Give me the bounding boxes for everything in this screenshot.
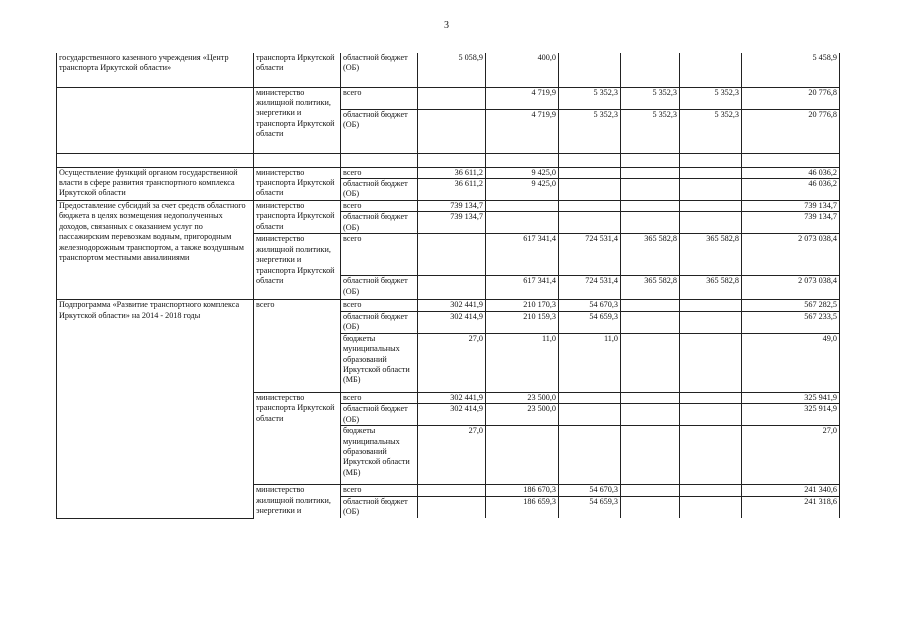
value-cell bbox=[621, 53, 680, 87]
value-cell bbox=[559, 404, 621, 426]
funding-source-cell: всего bbox=[341, 392, 418, 403]
value-cell: 36 611,2 bbox=[418, 178, 486, 200]
total-cell: 2 073 038,4 bbox=[742, 276, 840, 300]
value-cell bbox=[559, 167, 621, 178]
table-row bbox=[57, 300, 840, 311]
value-cell bbox=[680, 485, 742, 496]
value-cell: 617 341,4 bbox=[486, 234, 559, 276]
value-cell bbox=[621, 485, 680, 496]
value-cell bbox=[680, 404, 742, 426]
value-cell: 186 670,3 bbox=[486, 485, 559, 496]
value-cell: 739 134,7 bbox=[418, 200, 486, 211]
executor-cell: транспорта Иркутской области bbox=[254, 53, 341, 87]
value-cell bbox=[418, 87, 486, 109]
value-cell: 9 425,0 bbox=[486, 167, 559, 178]
value-cell: 27,0 bbox=[418, 333, 486, 392]
value-cell bbox=[621, 333, 680, 392]
total-cell: 241 340,6 bbox=[742, 485, 840, 496]
executor-cell: министерство транспорта Иркутской области bbox=[254, 392, 341, 484]
value-cell: 365 582,8 bbox=[621, 234, 680, 276]
value-cell bbox=[418, 496, 486, 518]
value-cell bbox=[486, 426, 559, 485]
funding-source-cell: всего bbox=[341, 300, 418, 311]
value-cell: 210 170,3 bbox=[486, 300, 559, 311]
total-cell: 241 318,6 bbox=[742, 496, 840, 518]
value-cell bbox=[621, 212, 680, 234]
funding-source-cell: областной бюджет (ОБ) bbox=[341, 496, 418, 518]
value-cell bbox=[559, 200, 621, 211]
funding-source-cell: всего bbox=[341, 485, 418, 496]
value-cell: 11,0 bbox=[559, 333, 621, 392]
funding-source-cell: областной бюджет (ОБ) bbox=[341, 53, 418, 87]
total-cell: 5 458,9 bbox=[742, 53, 840, 87]
table-row bbox=[57, 87, 840, 109]
total-cell: 567 282,5 bbox=[742, 300, 840, 311]
value-cell: 5 352,3 bbox=[559, 109, 621, 153]
value-cell bbox=[680, 178, 742, 200]
value-cell: 5 352,3 bbox=[621, 87, 680, 109]
value-cell bbox=[621, 178, 680, 200]
value-cell: 365 582,8 bbox=[680, 234, 742, 276]
value-cell bbox=[680, 426, 742, 485]
value-cell bbox=[621, 300, 680, 311]
value-cell: 5 058,9 bbox=[418, 53, 486, 87]
total-cell: 20 776,8 bbox=[742, 87, 840, 109]
value-cell: 54 670,3 bbox=[559, 300, 621, 311]
value-cell bbox=[559, 178, 621, 200]
funding-source-cell: всего bbox=[341, 200, 418, 211]
total-cell: 567 233,5 bbox=[742, 311, 840, 333]
value-cell: 5 352,3 bbox=[559, 87, 621, 109]
value-cell: 365 582,8 bbox=[621, 276, 680, 300]
value-cell bbox=[418, 276, 486, 300]
funding-source-cell: областной бюджет (ОБ) bbox=[341, 178, 418, 200]
funding-source-cell: областной бюджет (ОБ) bbox=[341, 109, 418, 153]
value-cell: 5 352,3 bbox=[680, 87, 742, 109]
total-cell: 46 036,2 bbox=[742, 167, 840, 178]
budget-table bbox=[56, 53, 840, 519]
value-cell: 5 352,3 bbox=[680, 109, 742, 153]
value-cell bbox=[680, 333, 742, 392]
activity-name-cell: государственного казенного учреждения «Центр транспорта Иркутской области» bbox=[57, 53, 254, 87]
value-cell: 4 719,9 bbox=[486, 87, 559, 109]
value-cell: 302 414,9 bbox=[418, 311, 486, 333]
value-cell bbox=[559, 392, 621, 403]
value-cell: 9 425,0 bbox=[486, 178, 559, 200]
value-cell bbox=[486, 212, 559, 234]
value-cell bbox=[621, 496, 680, 518]
executor-cell: министерство жилищной политики, энергетики и bbox=[254, 485, 341, 518]
activity-name-cell: Осуществление функций органом государственной власти в сфере развития транспортного комплекса Иркутской области bbox=[57, 167, 254, 200]
value-cell: 5 352,3 bbox=[621, 109, 680, 153]
page-number: 3 bbox=[444, 20, 449, 31]
value-cell bbox=[621, 392, 680, 403]
value-cell bbox=[680, 300, 742, 311]
value-cell bbox=[621, 426, 680, 485]
value-cell bbox=[418, 109, 486, 153]
value-cell bbox=[621, 200, 680, 211]
value-cell: 365 582,8 bbox=[680, 276, 742, 300]
value-cell bbox=[559, 212, 621, 234]
value-cell bbox=[680, 311, 742, 333]
value-cell: 617 341,4 bbox=[486, 276, 559, 300]
value-cell: 302 414,9 bbox=[418, 404, 486, 426]
value-cell: 23 500,0 bbox=[486, 404, 559, 426]
spacer-row bbox=[57, 153, 840, 167]
total-cell: 27,0 bbox=[742, 426, 840, 485]
activity-name-cell bbox=[57, 87, 254, 153]
executor-cell: министерство транспорта Иркутской области bbox=[254, 200, 341, 233]
value-cell: 739 134,7 bbox=[418, 212, 486, 234]
funding-source-cell: всего bbox=[341, 167, 418, 178]
value-cell bbox=[559, 53, 621, 87]
value-cell: 210 159,3 bbox=[486, 311, 559, 333]
funding-source-cell: бюджеты муниципальных образований Иркутской области (МБ) bbox=[341, 426, 418, 485]
value-cell: 23 500,0 bbox=[486, 392, 559, 403]
activity-name-cell: Предоставление субсидий за счет средств областного бюджета в целях возмещения недополученных доходов, связанных с оказанием услуг по пассажирским перевозкам водным, пригородным железнодорожным транспортом, а также воздушным транспортом местными авиалиниями bbox=[57, 200, 254, 299]
value-cell bbox=[559, 426, 621, 485]
funding-source-cell: всего bbox=[341, 87, 418, 109]
funding-source-cell: областной бюджет (ОБ) bbox=[341, 311, 418, 333]
table-row bbox=[57, 53, 840, 87]
executor-cell: всего bbox=[254, 300, 341, 392]
value-cell: 11,0 bbox=[486, 333, 559, 392]
value-cell bbox=[680, 496, 742, 518]
funding-source-cell: областной бюджет (ОБ) bbox=[341, 276, 418, 300]
value-cell bbox=[621, 311, 680, 333]
value-cell bbox=[621, 167, 680, 178]
total-cell: 739 134,7 bbox=[742, 212, 840, 234]
funding-source-cell: областной бюджет (ОБ) bbox=[341, 404, 418, 426]
value-cell: 54 659,3 bbox=[559, 311, 621, 333]
value-cell: 302 441,9 bbox=[418, 392, 486, 403]
value-cell: 302 441,9 bbox=[418, 300, 486, 311]
total-cell: 739 134,7 bbox=[742, 200, 840, 211]
executor-cell: министерство транспорта Иркутской области bbox=[254, 167, 341, 200]
value-cell: 27,0 bbox=[418, 426, 486, 485]
value-cell bbox=[680, 212, 742, 234]
value-cell bbox=[418, 485, 486, 496]
total-cell: 46 036,2 bbox=[742, 178, 840, 200]
value-cell: 400,0 bbox=[486, 53, 559, 87]
funding-source-cell: бюджеты муниципальных образований Иркутской области (МБ) bbox=[341, 333, 418, 392]
value-cell bbox=[680, 200, 742, 211]
total-cell: 49,0 bbox=[742, 333, 840, 392]
value-cell bbox=[680, 392, 742, 403]
funding-source-cell: всего bbox=[341, 234, 418, 276]
value-cell: 4 719,9 bbox=[486, 109, 559, 153]
activity-name-cell: Подпрограмма «Развитие транспортного комплекса Иркутской области» на 2014 - 2018 годы bbox=[57, 300, 254, 518]
value-cell: 724 531,4 bbox=[559, 276, 621, 300]
executor-cell: министерство жилищной политики, энергетики и транспорта Иркутской области bbox=[254, 87, 341, 153]
table-row bbox=[57, 167, 840, 178]
total-cell: 20 776,8 bbox=[742, 109, 840, 153]
total-cell: 325 941,9 bbox=[742, 392, 840, 403]
value-cell bbox=[418, 234, 486, 276]
value-cell bbox=[486, 200, 559, 211]
total-cell: 325 914,9 bbox=[742, 404, 840, 426]
value-cell bbox=[621, 404, 680, 426]
total-cell: 2 073 038,4 bbox=[742, 234, 840, 276]
value-cell: 724 531,4 bbox=[559, 234, 621, 276]
value-cell: 36 611,2 bbox=[418, 167, 486, 178]
value-cell bbox=[680, 167, 742, 178]
executor-cell: министерство жилищной политики, энергетики и транспорта Иркутской области bbox=[254, 234, 341, 300]
value-cell bbox=[680, 53, 742, 87]
value-cell: 54 659,3 bbox=[559, 496, 621, 518]
value-cell: 186 659,3 bbox=[486, 496, 559, 518]
table-row bbox=[57, 200, 840, 211]
value-cell: 54 670,3 bbox=[559, 485, 621, 496]
funding-source-cell: областной бюджет (ОБ) bbox=[341, 212, 418, 234]
